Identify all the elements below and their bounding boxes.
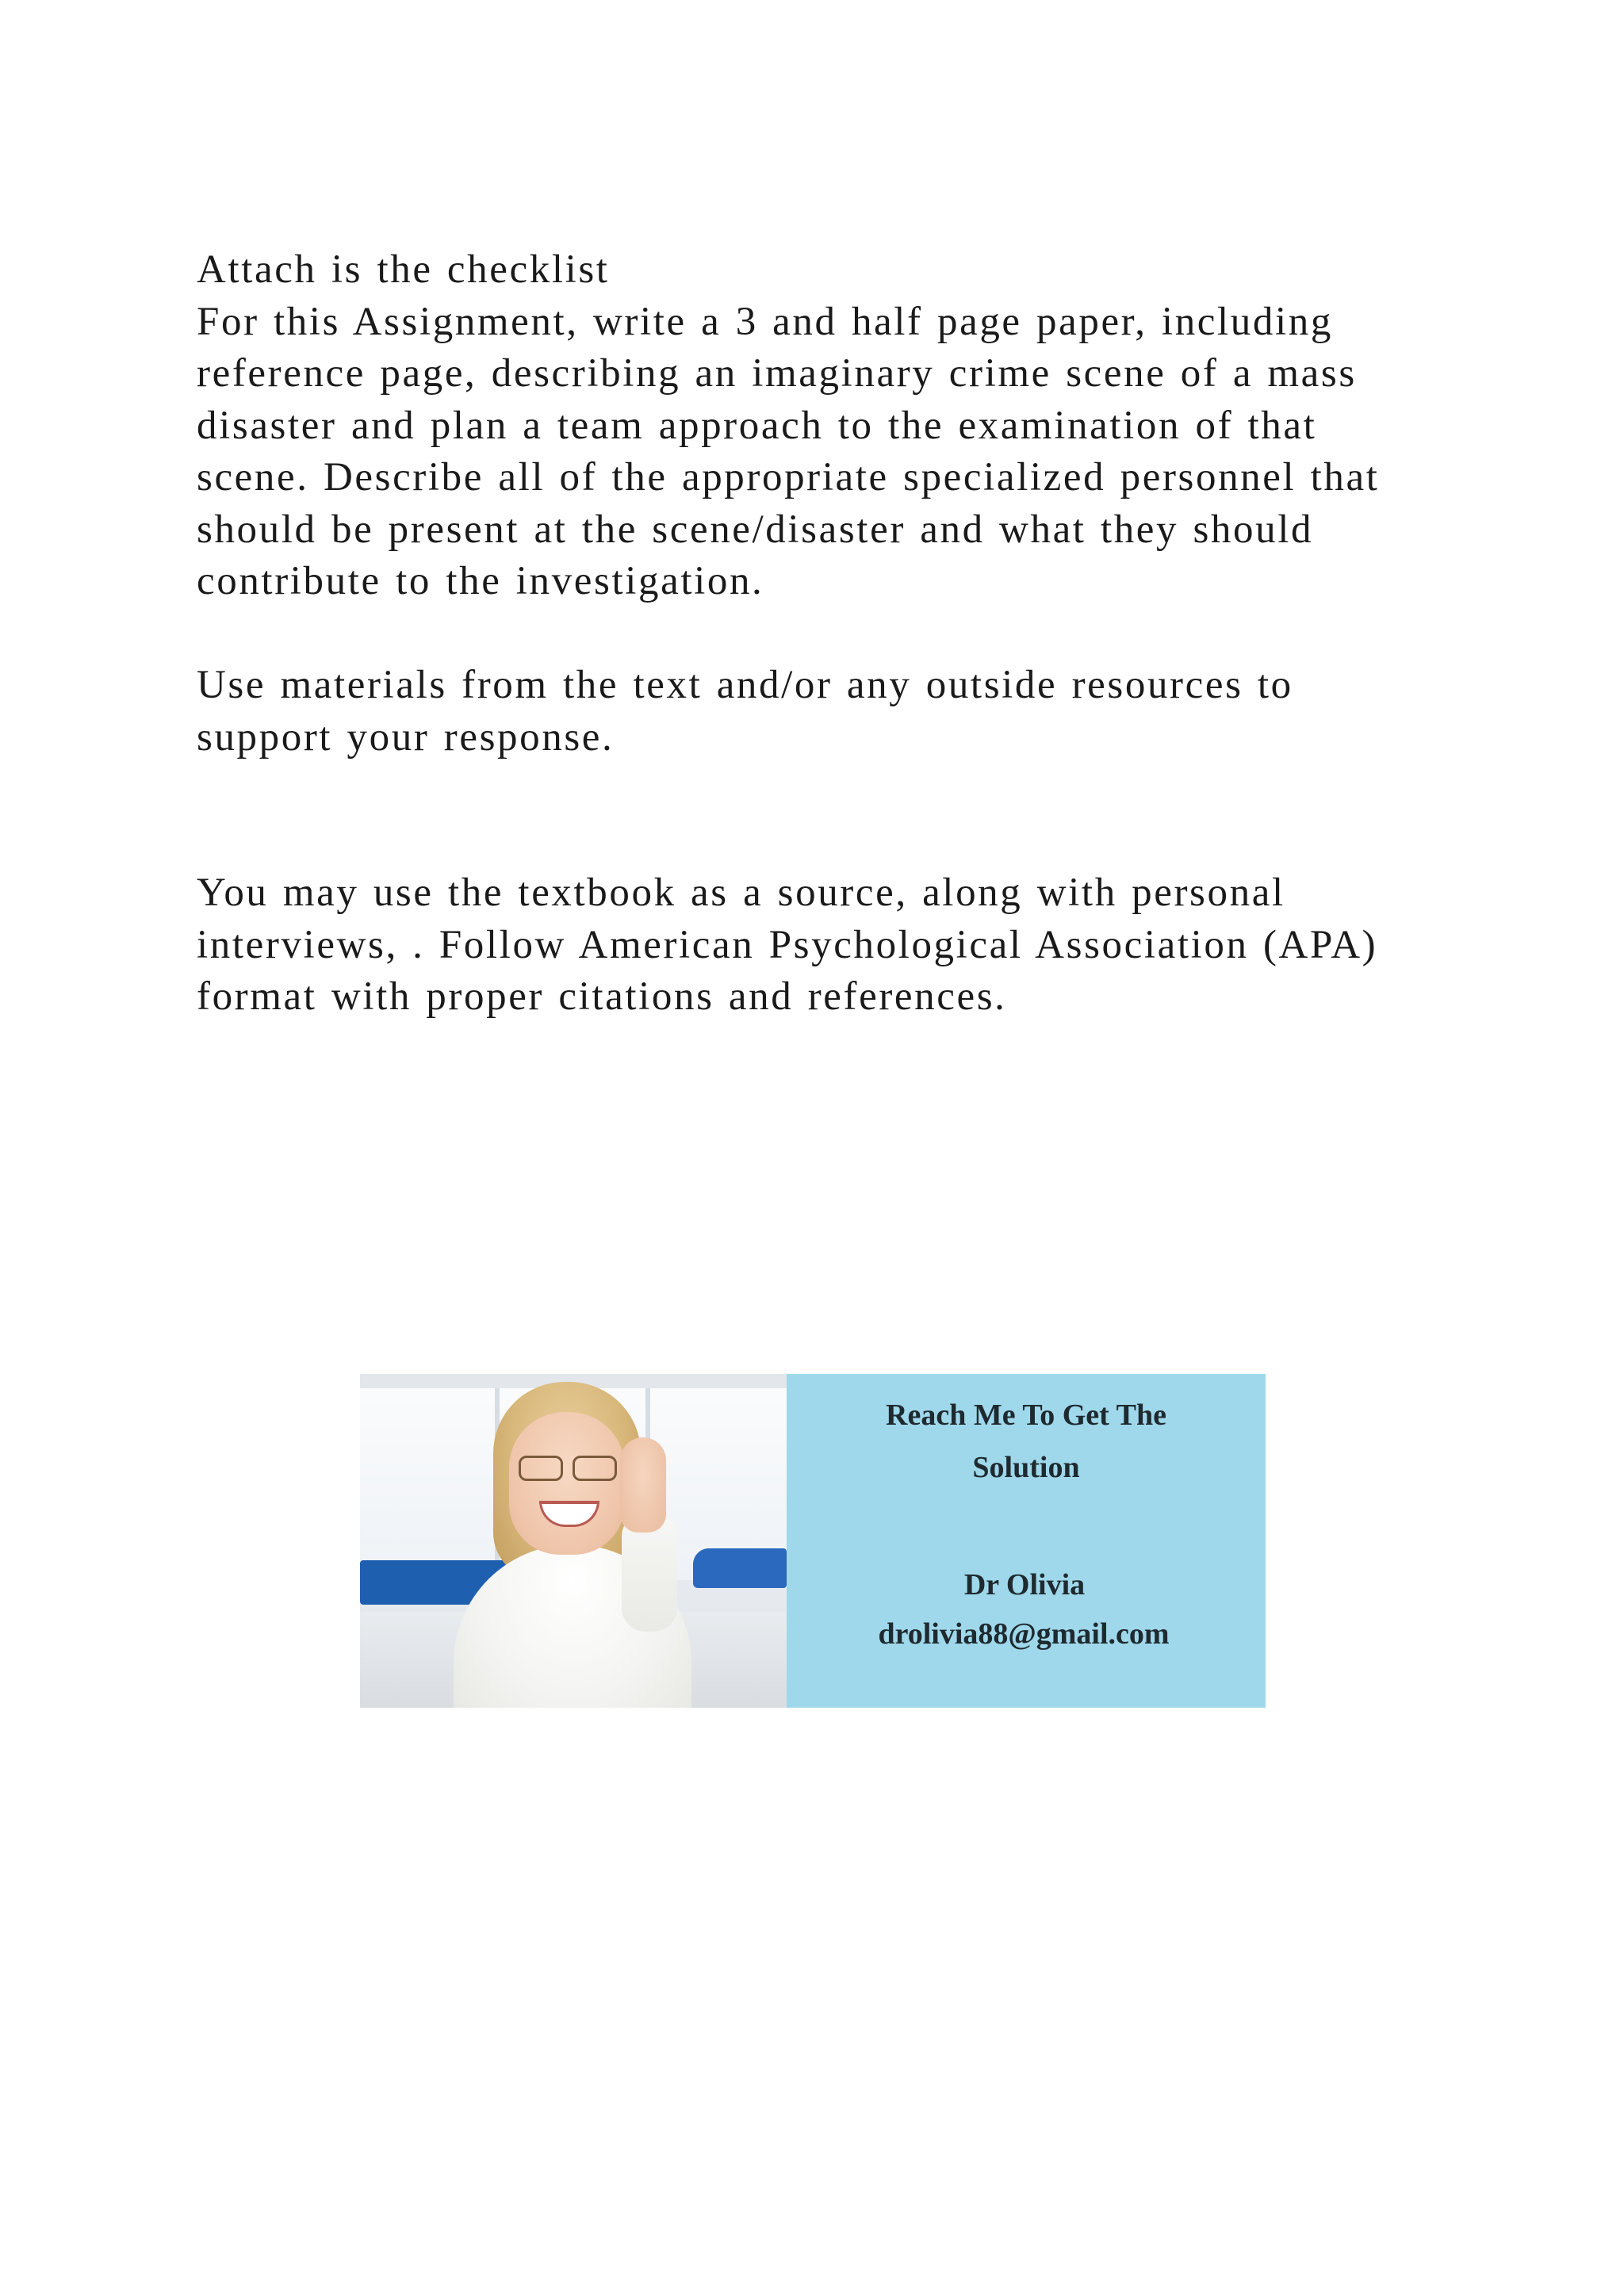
hand	[620, 1437, 666, 1533]
banner-headline-line2: Solution	[972, 1451, 1080, 1484]
paragraph-materials: Use materials from the text and/or any outside resources to support your response.	[197, 663, 1293, 760]
contact-banner	[360, 1374, 1266, 1708]
assignment-text	[197, 244, 1497, 1024]
woman-photo	[360, 1374, 787, 1708]
paragraph-instructions: Attach is the checklist For this Assignment, write a 3 and half page paper, including reference page, describing an imaginary crime scene of a mass disaster and plan a team approach to the examination of that scene. Describe all of the appropriate specialized personnel that should be present at the scene/disaster and what they should contribute to the investigation.	[197, 247, 1380, 603]
glasses-left-lens	[519, 1456, 563, 1481]
contact-email: drolivia88@gmail.com	[878, 1617, 1170, 1651]
face	[509, 1412, 625, 1555]
contact-panel	[787, 1374, 1266, 1708]
glasses-right-lens	[573, 1456, 617, 1481]
banner-headline-line1: Reach Me To Get The	[886, 1399, 1166, 1432]
paragraph-format: You may use the textbook as a source, along with personal interviews, . Follow American Psychological Association (APA) format with proper citations and references.	[197, 871, 1378, 1019]
contact-name: Dr Olivia	[963, 1568, 1086, 1601]
blue-chair-right	[693, 1548, 787, 1588]
